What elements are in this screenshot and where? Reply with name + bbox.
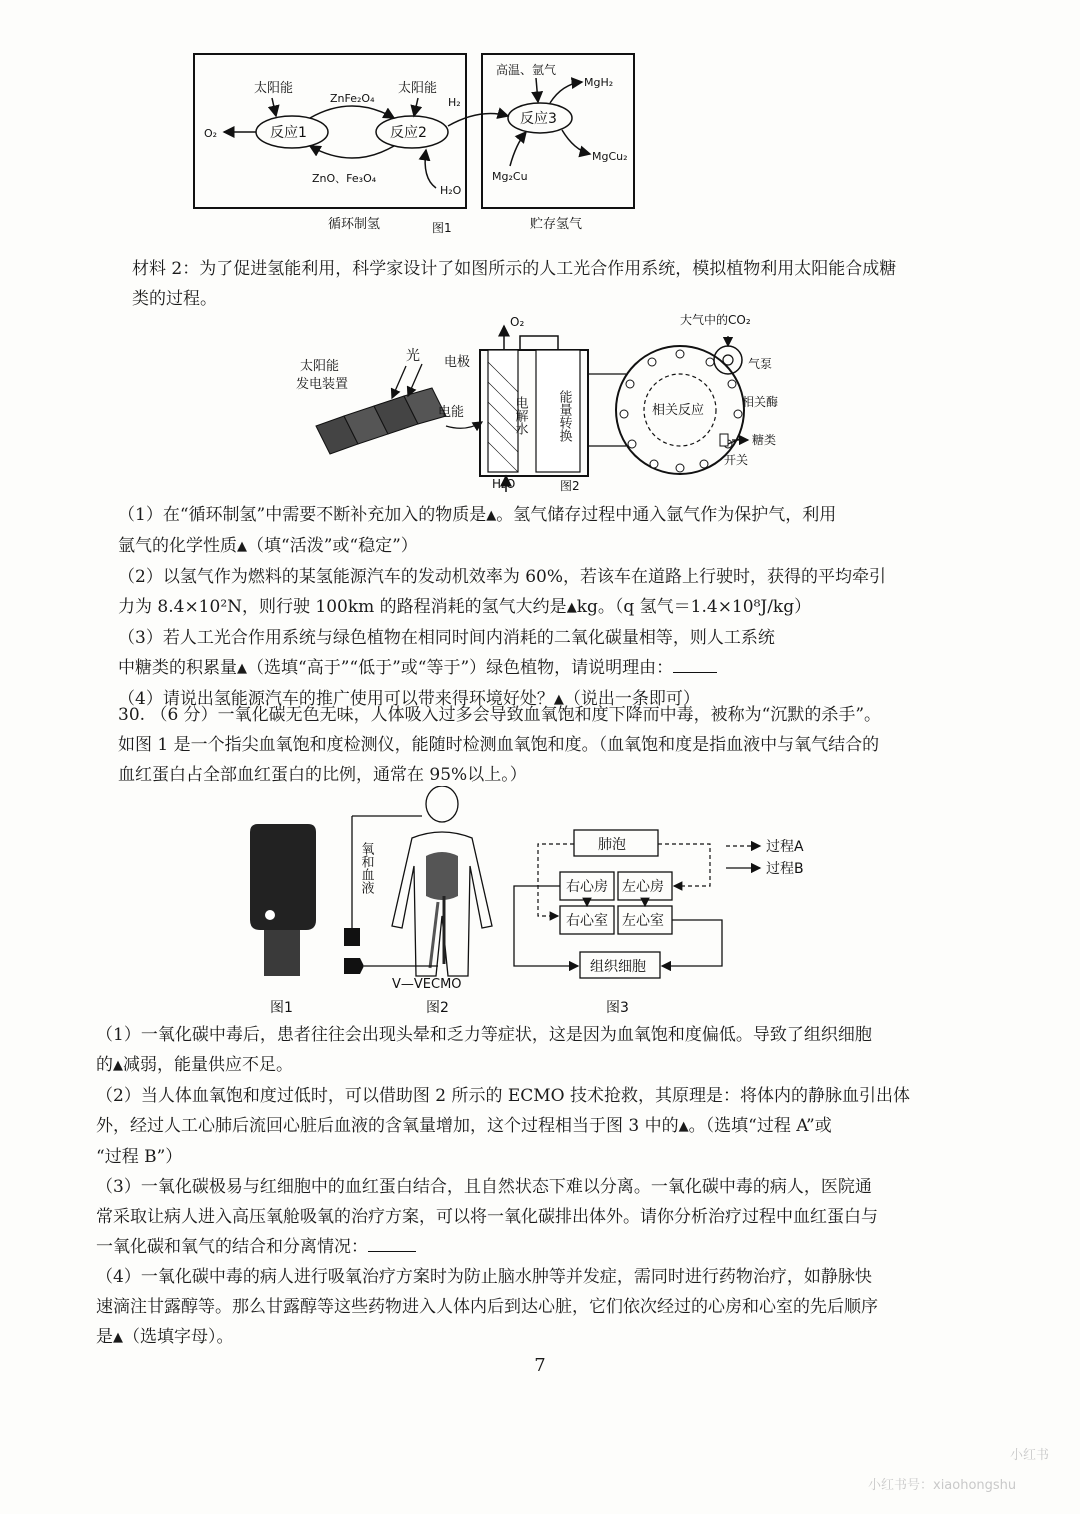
process-a-label: 过程A [766, 839, 804, 855]
high-temp-label: 高温、氩气 [496, 63, 557, 77]
q29-sub-1-cont: 氩气的化学性质▲（填“活泼”或“稳定”） [118, 536, 418, 556]
figure-caption-b2: 图2 [426, 1000, 449, 1016]
co2-label: 大气中的CO₂ [680, 313, 751, 327]
process-b-label: 过程B [766, 861, 804, 877]
switch-label: 开关 [724, 453, 749, 467]
answer-line[interactable] [673, 672, 717, 673]
bottom-compounds: ZnO、Fe₃O₄ [312, 172, 377, 185]
pump-label: 气泵 [748, 357, 773, 371]
cycle-box-label: 循环制氢 [328, 217, 381, 232]
top-compound: ZnFe₂O₄ [330, 92, 375, 105]
q30-sub-4-cont: 速滴注甘露醇等。那么甘露醇等这些药物进入人体内后到达心脏，它们依次经过的心房和心室的先后顺序 [96, 1297, 878, 1317]
answer-blank[interactable]: ▲ [553, 692, 564, 707]
q29-sub-3: （3）若人工光合作用系统与绿色植物在相同时间内消耗的二氧化碳量相等，则人工系统 [118, 628, 775, 648]
q30-sub-3-cont: 常采取让病人进入高压氧舱吸氧的治疗方案，可以将一氧化碳排出体外。请你分析治疗过程中血红蛋白与 [96, 1207, 878, 1227]
q30-sub-4: （4）一氧化碳中毒的病人进行吸氧治疗方案时为防止脑水肿等并发症，需同时进行药物治疗，如静脉快 [96, 1267, 872, 1287]
right-ventricle-label: 右心室 [566, 913, 608, 929]
q29-sub-2-cont: 力为 8.4×10²N，则行驶 100km 的路程消耗的氢气大约是▲kg。（q 氢气＝1.4×10⁸J/kg） [118, 597, 812, 617]
o2-outlet-label: O₂ [510, 315, 525, 329]
answer-blank[interactable]: ▲ [237, 661, 247, 676]
hydrogen-cycle-figure [190, 48, 650, 248]
oximeter-figure [240, 820, 330, 1020]
electrode-label: 电极 [444, 355, 471, 370]
q29-sub-4: （4）请说出氢能源汽车的推广使用可以带来得环境好处？▲（说出一条即可） [118, 689, 700, 709]
q29-sub-1: （1）在“循环制氢”中需要不断补充加入的物质是▲。氢气储存过程中通入氩气作为保护气，利用 [118, 505, 837, 525]
ecmo-figure [342, 786, 512, 1020]
watermark-handle: 小红书号：xiaohongshu [868, 1478, 1017, 1493]
light-label: 光 [406, 348, 420, 364]
q30-sub-2-end: “过程 B”） [96, 1147, 183, 1167]
alveoli-label: 肺泡 [598, 837, 626, 853]
storage-box-label: 贮存氢气 [530, 217, 583, 232]
q30-intro-3: 血红蛋白占全部血红蛋白的比例，通常在 95%以上。） [118, 765, 527, 785]
q30-sub-1-cont: 的▲减弱，能量供应不足。 [96, 1055, 293, 1075]
q30-sub-3: （3）一氧化碳极易与红细胞中的血红蛋白结合，且自然状态下难以分离。一氧化碳中毒的病人，医院通 [96, 1177, 872, 1197]
electrolysis-label: 电解水 [512, 396, 528, 435]
photosynthesis-figure [296, 306, 796, 496]
q30-intro-1: 30. （6 分）一氧化碳无色无味，人体吸入过多会导致血氧饱和度下降而中毒，被称为“沉默的杀手”。 [118, 705, 882, 725]
q30-intro-2: 如图 1 是一个指尖血氧饱和度检测仪，能随时检测血氧饱和度。（血氧饱和度是指血液中与氧气结合的 [118, 735, 880, 755]
q29-sub-3-cont: 中糖类的积累量▲（选填“高于”“低于”或“等于”）绿色植物，请说明理由： [118, 653, 978, 684]
material-2-line-1: 材料 2：为了促进氢能利用，科学家设计了如图所示的人工光合作用系统，模拟植物利用太阳能合成糖 [132, 259, 897, 279]
page-number: 7 [534, 1355, 546, 1376]
sugar-label: 糖类 [752, 433, 777, 447]
o2-label: O₂ [204, 127, 218, 140]
mg2cu-label: Mg₂Cu [492, 170, 528, 183]
tissue-label: 组织细胞 [590, 959, 646, 975]
figure-caption-2: 图2 [560, 479, 580, 493]
answer-blank[interactable]: ▲ [486, 508, 497, 523]
left-ventricle-label: 左心室 [622, 913, 664, 929]
figure-caption-b1: 图1 [270, 1000, 293, 1016]
answer-blank[interactable]: ▲ [113, 1058, 123, 1073]
reaction-label: 相关反应 [652, 403, 705, 418]
enzyme-label: 相关酶 [742, 395, 779, 409]
solar-right: 太阳能 [398, 81, 438, 96]
h2o-inlet-label: H₂O [492, 477, 516, 491]
q29-sub-2: （2）以氢气作为燃料的某氢能源汽车的发动机效率为 60%，若该车在道路上行驶时，获得的平均牵引 [118, 567, 887, 587]
figure-caption-b3: 图3 [606, 1000, 629, 1016]
question-29 [118, 500, 978, 715]
material-2-line-2: 类的过程。 [132, 289, 217, 309]
answer-blank[interactable]: ▲ [678, 1119, 689, 1134]
question-30 [96, 1020, 986, 1353]
q30-sub-3-end: 一氧化碳和氧气的结合和分离情况： [96, 1232, 986, 1262]
h2o-label: H₂O [440, 184, 462, 197]
question-30-intro [118, 700, 978, 790]
q30-sub-1: （1）一氧化碳中毒后，患者往往会出现头晕和乏力等症状，这是因为血氧饱和度偏低。导致了组织细胞 [96, 1025, 872, 1045]
energy-conversion-label: 能量转换 [556, 390, 572, 442]
watermark-logo: 小红书 [1010, 1448, 1050, 1463]
electric-energy-label: 电能 [438, 405, 465, 420]
answer-blank[interactable]: ▲ [113, 1330, 123, 1345]
q30-sub-2-cont: 外，经过人工心肺后流回心脏后血液的含氧量增加，这个过程相当于图 3 中的▲。（选填“过程 A”或 [96, 1116, 832, 1136]
circulation-figure [510, 820, 830, 1020]
left-atrium-label: 左心房 [622, 879, 664, 895]
solar-device-line-1: 太阳能 [300, 359, 340, 374]
h2-label: H₂ [448, 96, 461, 109]
q30-sub-2: （2）当人体血氧饱和度过低时，可以借助图 2 所示的 ECMO 技术抢救，其原理是：将体内的静脉血引出体 [96, 1086, 911, 1106]
blood-label: 氧和血液 [358, 842, 374, 894]
right-atrium-label: 右心房 [566, 879, 608, 895]
mgh2-label: MgH₂ [584, 76, 614, 89]
reaction-2: 反应2 [390, 125, 427, 141]
answer-line[interactable] [368, 1251, 416, 1252]
solar-left: 太阳能 [254, 81, 294, 96]
reaction-3: 反应3 [520, 111, 557, 127]
solar-panels [316, 388, 446, 454]
answer-blank[interactable]: ▲ [566, 600, 577, 615]
reaction-1: 反应1 [270, 125, 307, 141]
figure-caption: 图1 [432, 221, 452, 235]
answer-blank[interactable]: ▲ [237, 539, 247, 554]
material-2 [132, 254, 962, 314]
q30-sub-4-end: 是▲（选填字母）。 [96, 1327, 234, 1347]
ecmo-label: V—VECMO [392, 977, 462, 992]
mgcu2-label: MgCu₂ [592, 150, 628, 163]
solar-device-line-2: 发电装置 [296, 377, 349, 392]
